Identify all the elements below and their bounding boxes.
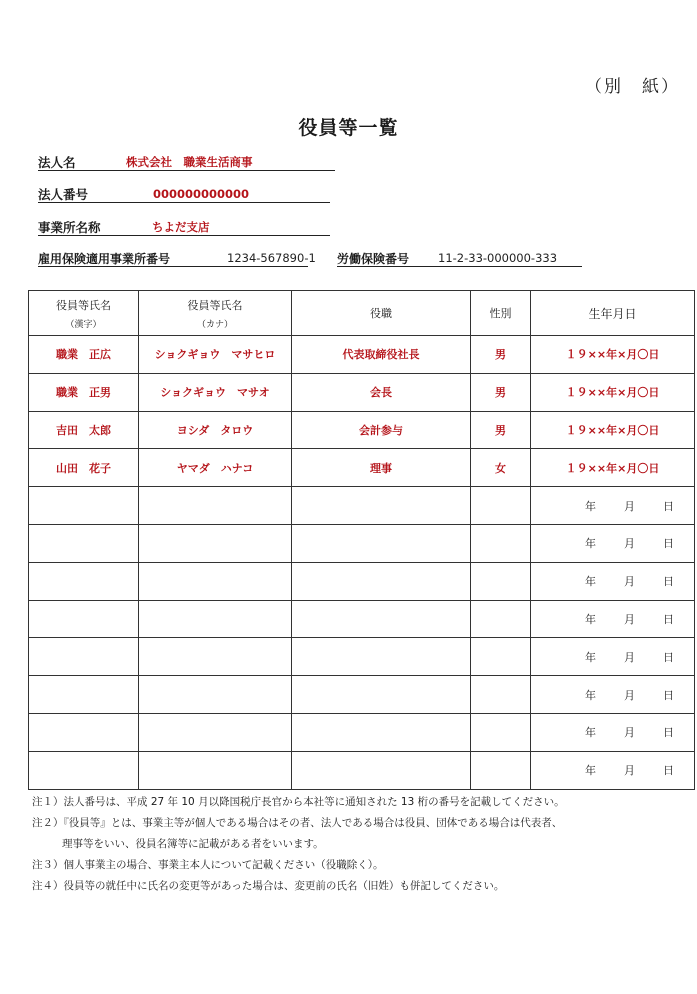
table-row <box>29 449 695 487</box>
table-row-blank <box>29 751 695 789</box>
cell-gender <box>471 638 531 676</box>
cell-name-kana <box>139 676 292 714</box>
birth-placeholder <box>531 535 694 551</box>
table-row-blank <box>29 562 695 600</box>
cell-birth <box>531 562 695 600</box>
cell-birth <box>531 487 695 525</box>
cell-gender <box>471 751 531 789</box>
birth-d-label: 日 <box>663 612 674 626</box>
cell-name-kana: ショクギョウ マサヒロ <box>139 336 292 374</box>
corp-number-value: 000000000000 <box>153 187 250 201</box>
cell-birth: １９××年×月〇日 <box>531 411 695 449</box>
table-row-blank <box>29 600 695 638</box>
birth-d-label: 日 <box>663 650 674 664</box>
header-gender: 性別 <box>471 291 531 336</box>
document-title: 役員等一覧 <box>298 117 399 139</box>
table-row <box>29 336 695 374</box>
cell-name-kanji <box>29 562 139 600</box>
cell-name-kana <box>139 524 292 562</box>
cell-name-kanji: 山田 花子 <box>29 449 139 487</box>
note-2b: 理事等をいい、役員名簿等に記載がある者をいいます。 <box>62 838 324 850</box>
cell-position <box>292 676 471 714</box>
cell-birth <box>531 600 695 638</box>
birth-y-label: 年 <box>585 575 596 589</box>
cell-gender: 男 <box>471 336 531 374</box>
cell-gender <box>471 713 531 751</box>
cell-gender <box>471 562 531 600</box>
birth-y-label: 年 <box>585 650 596 664</box>
cell-name-kanji <box>29 487 139 525</box>
birth-y-label: 年 <box>585 612 596 626</box>
cell-birth <box>531 524 695 562</box>
cell-position <box>292 638 471 676</box>
birth-m-label: 月 <box>624 726 635 740</box>
corp-name-underline <box>38 170 335 171</box>
cell-name-kanji <box>29 600 139 638</box>
cell-name-kanji: 職業 正男 <box>29 373 139 411</box>
labor-insurance-value: 11-2-33-000000-333 <box>438 251 558 265</box>
birth-m-label: 月 <box>624 764 635 778</box>
employment-insurance-underline <box>38 266 308 267</box>
birth-m-label: 月 <box>624 688 635 702</box>
cell-position <box>292 713 471 751</box>
table-row-blank <box>29 638 695 676</box>
note-1: 注１）法人番号は、平成 27 年 10 月以降国税庁長官から本社等に通知された 13 桁の番号を記載してください。 <box>32 796 565 808</box>
birth-y-label: 年 <box>585 726 596 740</box>
table-row-blank <box>29 487 695 525</box>
birth-placeholder <box>531 611 694 627</box>
cell-position <box>292 524 471 562</box>
header-name-kanji-label: 役員等氏名 <box>56 298 111 312</box>
birth-d-label: 日 <box>663 499 674 513</box>
corp-number-underline <box>38 202 330 203</box>
cell-name-kana <box>139 600 292 638</box>
labor-insurance-label: 労働保険番号 <box>337 252 410 266</box>
header-position: 役職 <box>292 291 471 336</box>
corp-number-label: 法人番号 <box>38 187 89 202</box>
employment-insurance-label: 雇用保険適用事業所番号 <box>38 252 171 266</box>
table-row-blank <box>29 713 695 751</box>
header-name-kana <box>139 291 292 336</box>
cell-position <box>292 562 471 600</box>
table-row-blank <box>29 524 695 562</box>
note-2a: 注２）『役員等』とは、事業主等が個人である場合はその者、法人である場合は役員、団体である場合は代表者、 <box>32 817 563 829</box>
office-name-value: ちよだ支店 <box>152 220 210 234</box>
cell-name-kanji <box>29 638 139 676</box>
birth-y-label: 年 <box>585 537 596 551</box>
attachment-label: （別 紙） <box>585 77 680 97</box>
cell-birth: １９××年×月〇日 <box>531 449 695 487</box>
cell-position <box>292 487 471 525</box>
cell-name-kanji: 職業 正広 <box>29 336 139 374</box>
employment-insurance-value: 1234-567890-1 <box>227 251 316 265</box>
birth-d-label: 日 <box>663 726 674 740</box>
table-header-row <box>29 291 695 336</box>
cell-gender <box>471 676 531 714</box>
officers-table <box>28 290 695 790</box>
cell-gender: 男 <box>471 373 531 411</box>
birth-placeholder <box>531 762 694 778</box>
header-name-kanji-sub: （漢字） <box>65 319 102 330</box>
birth-m-label: 月 <box>624 650 635 664</box>
birth-m-label: 月 <box>624 499 635 513</box>
cell-birth <box>531 751 695 789</box>
cell-name-kana: ヨシダ タロウ <box>139 411 292 449</box>
birth-placeholder <box>531 498 694 514</box>
birth-m-label: 月 <box>624 537 635 551</box>
birth-y-label: 年 <box>585 499 596 513</box>
birth-d-label: 日 <box>663 575 674 589</box>
cell-name-kanji <box>29 524 139 562</box>
birth-m-label: 月 <box>624 612 635 626</box>
birth-placeholder <box>531 649 694 665</box>
office-name-label: 事業所名称 <box>38 220 101 235</box>
cell-gender <box>471 600 531 638</box>
cell-name-kana: ショクギョウ マサオ <box>139 373 292 411</box>
labor-insurance-underline <box>337 266 582 267</box>
cell-gender: 女 <box>471 449 531 487</box>
cell-birth <box>531 676 695 714</box>
corp-name-label: 法人名 <box>38 155 76 170</box>
corp-name-value: 株式会社 職業生活商事 <box>126 155 253 169</box>
cell-gender: 男 <box>471 411 531 449</box>
birth-y-label: 年 <box>585 764 596 778</box>
table-row <box>29 411 695 449</box>
header-name-kana-label: 役員等氏名 <box>187 298 243 312</box>
header-birth: 生年月日 <box>531 291 695 336</box>
cell-name-kana <box>139 751 292 789</box>
cell-name-kanji: 吉田 太郎 <box>29 411 139 449</box>
cell-name-kana: ヤマダ ハナコ <box>139 449 292 487</box>
cell-birth: １９××年×月〇日 <box>531 336 695 374</box>
header-name-kana-sub: （カナ） <box>196 319 233 330</box>
birth-placeholder <box>531 724 694 740</box>
office-name-underline <box>38 235 330 236</box>
birth-placeholder <box>531 687 694 703</box>
cell-name-kana <box>139 487 292 525</box>
note-3: 注３）個人事業主の場合、事業主本人について記載ください（役職除く）。 <box>32 859 384 871</box>
birth-y-label: 年 <box>585 688 596 702</box>
birth-d-label: 日 <box>663 764 674 778</box>
cell-name-kana <box>139 713 292 751</box>
table-row <box>29 373 695 411</box>
cell-name-kanji <box>29 751 139 789</box>
cell-name-kanji <box>29 676 139 714</box>
table-row-blank <box>29 676 695 714</box>
cell-position: 会長 <box>292 373 471 411</box>
cell-name-kana <box>139 638 292 676</box>
birth-d-label: 日 <box>663 688 674 702</box>
cell-birth <box>531 713 695 751</box>
cell-gender <box>471 524 531 562</box>
note-4: 注４）役員等の就任中に氏名の変更等があった場合は、変更前の氏名（旧姓）も併記してください。 <box>32 880 505 892</box>
header-name-kanji <box>29 291 139 336</box>
birth-m-label: 月 <box>624 575 635 589</box>
cell-gender <box>471 487 531 525</box>
notes <box>32 792 682 897</box>
cell-position: 代表取締役社長 <box>292 336 471 374</box>
cell-position <box>292 600 471 638</box>
cell-position <box>292 751 471 789</box>
birth-placeholder <box>531 573 694 589</box>
cell-name-kanji <box>29 713 139 751</box>
cell-name-kana <box>139 562 292 600</box>
birth-d-label: 日 <box>663 537 674 551</box>
cell-birth: １９××年×月〇日 <box>531 373 695 411</box>
cell-birth <box>531 638 695 676</box>
cell-position: 会計参与 <box>292 411 471 449</box>
cell-position: 理事 <box>292 449 471 487</box>
